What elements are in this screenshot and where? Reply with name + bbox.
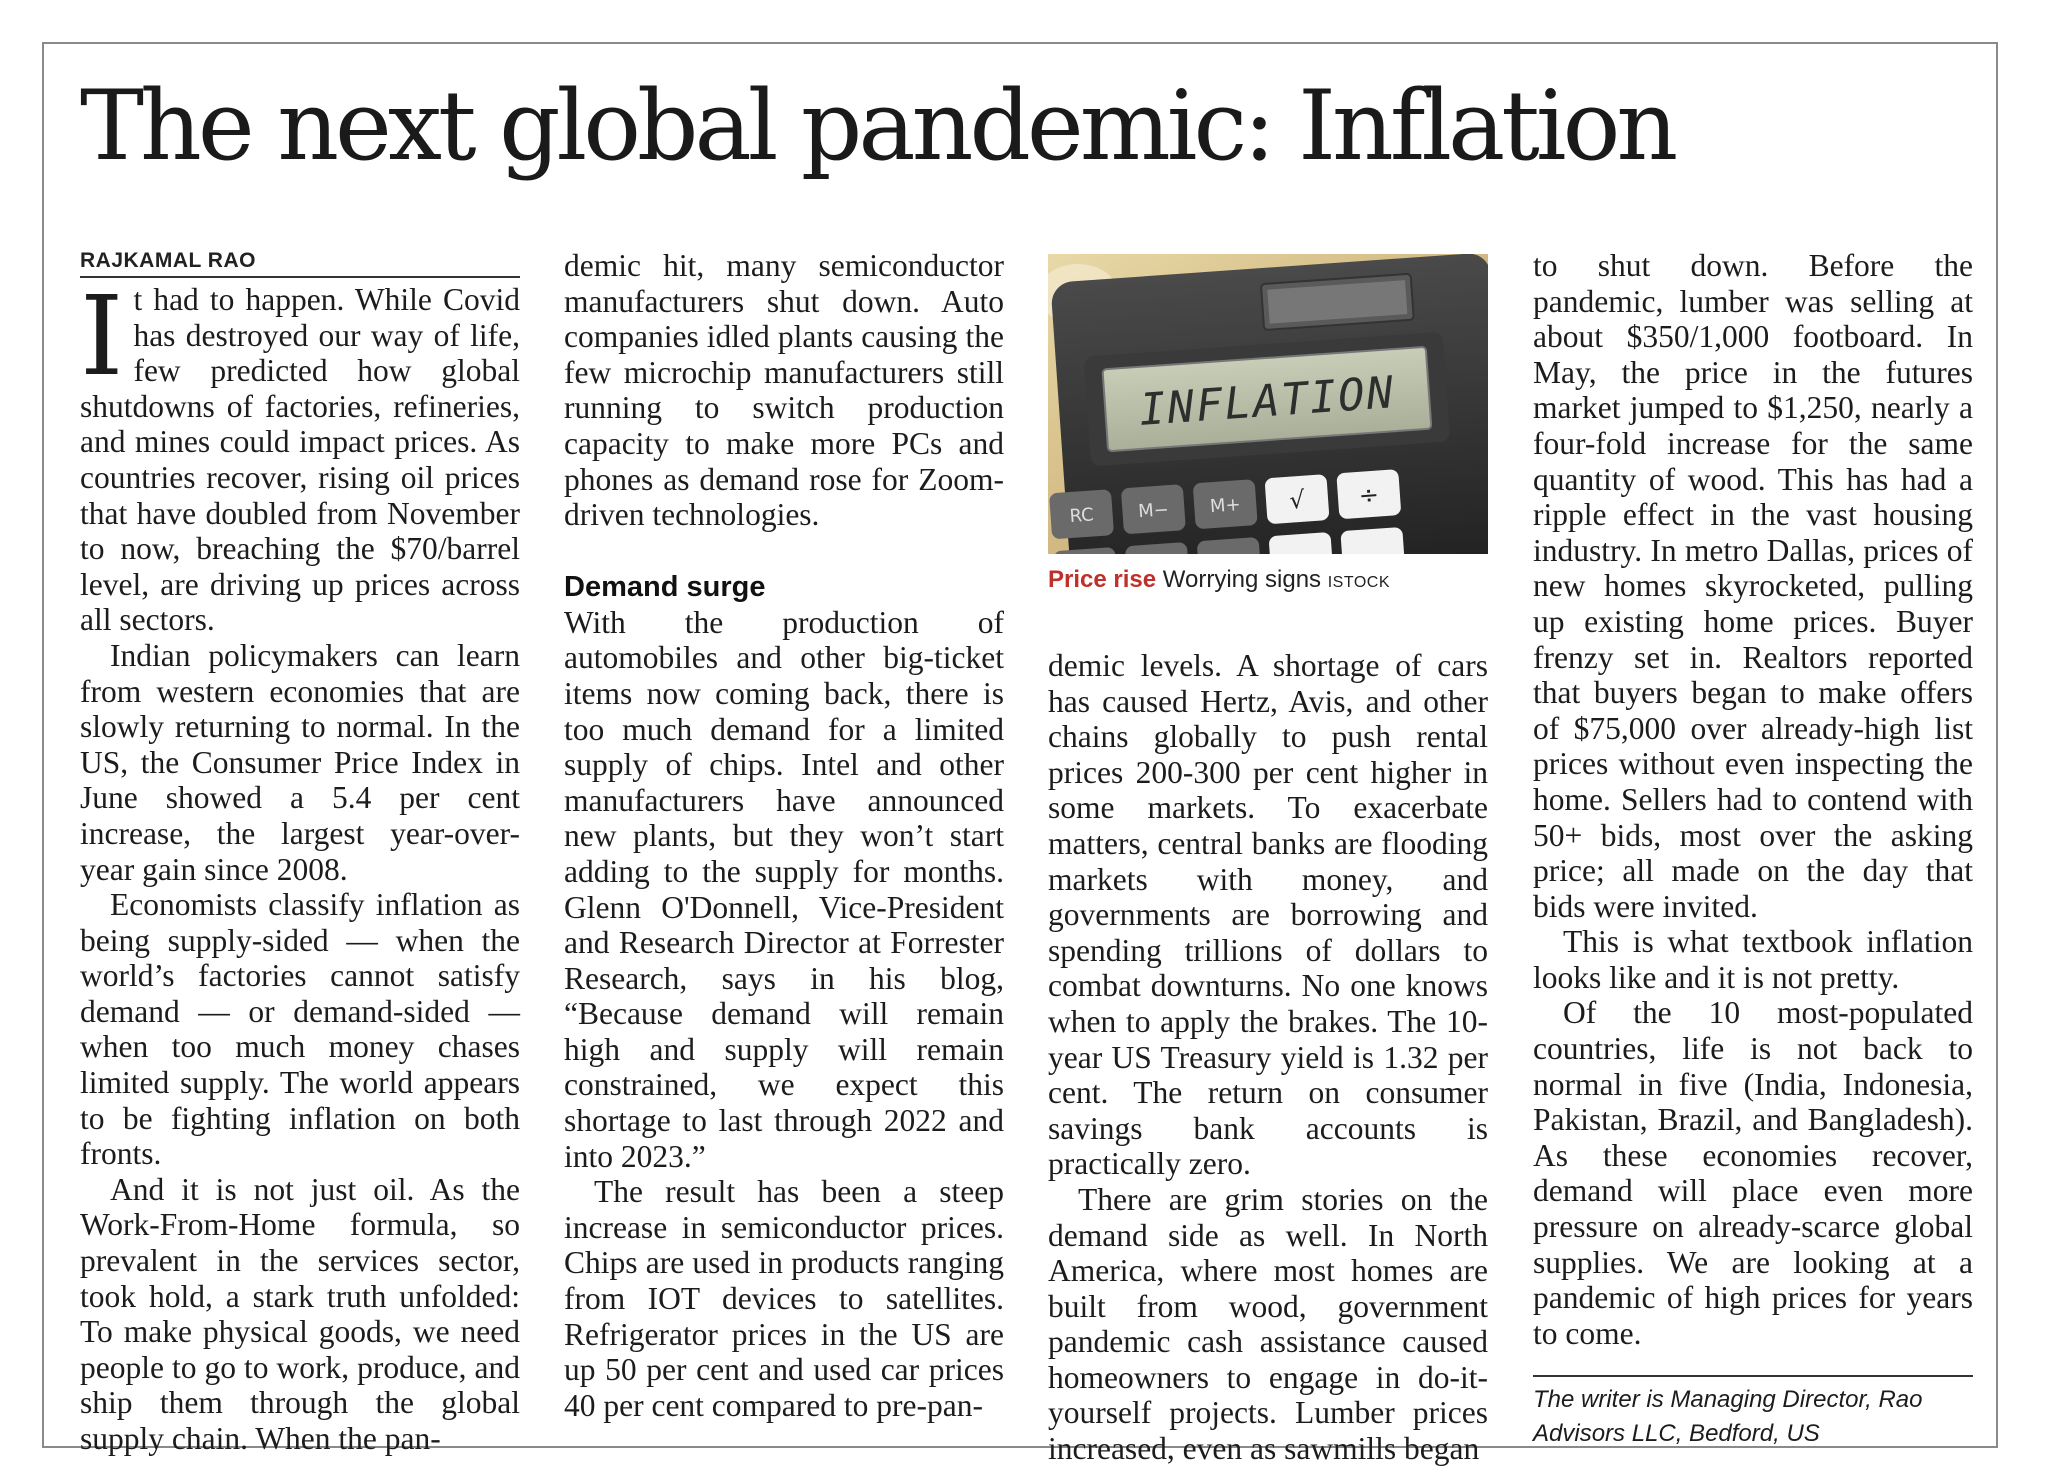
caption-credit: ISTOCK xyxy=(1327,574,1390,591)
paragraph: And it is not just oil. As the Work-From-Home formula, so prevalent in the services sector, took hold, a stark truth unfolded: To make physical goods, we need people to go to work, produce, and ship them through the global supply chain. When the pan- xyxy=(80,1171,520,1456)
column-2 xyxy=(564,248,1004,1423)
writer-note: The writer is Managing Director, Rao Advisors LLC, Bedford, US xyxy=(1533,1375,1973,1451)
paragraph: With the production of automobiles and other big-ticket items now coming back, there is too much demand for a limited supply of chips. Intel and other manufacturers have announced new plants, but they won’t start adding to the supply for months. Glenn O'Donnell, Vice-President and Research Director at Forrester Research, says in his blog, “Because demand will remain high and supply will remain constrained, we expect this shortage to last through 2022 and into 2023.” xyxy=(564,604,1004,1174)
paragraph xyxy=(80,272,520,638)
caption-text: Worrying signs xyxy=(1162,566,1322,593)
paragraph: The result has been a steep increase in semiconductor prices. Chips are used in products ranging from IOT devices to satellites. Refrigerator prices in the US are up 50 per cent and used car prices 40 per cent compared to pre-pan- xyxy=(564,1174,1004,1423)
paragraph-text: t had to happen. While Covid has destroyed our way of life, few predicted how global shutdowns of factories, refineries, and mines could impact prices. As countries recover, rising oil prices that have doubled from November to now, breaching the $70/barrel level, are driving up prices across all sectors. xyxy=(80,282,520,638)
subhead: Demand surge xyxy=(564,570,766,603)
drop-cap: I xyxy=(80,272,124,400)
paragraph: Of the 10 most-populated countries, life is not back to normal in five (India, Indonesia, Pakistan, Brazil, and Bangladesh). As these economies recover, demand will place even more pressure on already-scarce global supplies. We are looking at a pandemic of high prices for years to come. xyxy=(1533,995,1973,1351)
key-m-minus: M− xyxy=(1137,499,1170,523)
column-3 xyxy=(1048,648,1488,1467)
paragraph: demic levels. A shortage of cars has caused Hertz, Avis, and other chains globally to push rental prices 200-300 per cent higher in some markets. To exacerbate matters, central banks are flooding markets with money, and governments are borrowing and spending trillions of dollars to combat downturns. No one knows when to apply the brakes. The 10-year US Treasury yield is 1.32 per cent. The return on consumer savings bank accounts is practically zero. xyxy=(1048,648,1488,1182)
calculator-illustration xyxy=(1048,254,1488,554)
key-rc: RC xyxy=(1068,504,1095,528)
byline: RAJKAMAL RAO xyxy=(80,248,520,278)
calculator-display-text: INFLATION xyxy=(1137,367,1397,436)
key-divide: ÷ xyxy=(1357,480,1380,510)
paragraph: demic hit, many semiconductor manufacturers shut down. Auto companies idled plants causing the few microchip manufacturers still running to switch production capacity to make more PCs and phones as demand rose for Zoom-driven technologies. xyxy=(564,248,1004,533)
paragraph: Indian policymakers can learn from western economies that are slowly returning to normal. In the US, the Consumer Price Index in June showed a 5.4 per cent increase, the largest year-over-year gain since 2008. xyxy=(80,637,520,887)
column-1 xyxy=(80,248,520,1457)
key-sqrt: √ xyxy=(1288,485,1306,515)
photo-caption xyxy=(1048,566,1488,594)
article-frame xyxy=(42,42,1998,1467)
headline: The next global pandemic: Inflation xyxy=(80,70,1675,182)
calculator-photo xyxy=(1048,254,1488,554)
paragraph: to shut down. Before the pandemic, lumber was selling at about $350/1,000 footboard. In May, the price in the futures market jumped to $1,250, nearly a four-fold increase for the same quantity of wood. This has had a ripple effect in the vast housing industry. In metro Dallas, prices of new homes skyrocketed, pulling up existing home prices. Buyer frenzy set in. Realtors reported that buyers began to make offers of $75,000 over already-high list prices without even inspecting the home. Sellers had to contend with 50+ bids, most over the asking price; all made on the day that bids were invited. xyxy=(1533,248,1973,924)
paragraph: This is what textbook inflation looks like and it is not pretty. xyxy=(1533,924,1973,995)
paragraph: Economists classify inflation as being supply-sided — when the world’s factories cannot satisfy demand — or demand-sided — when too much money chases limited supply. The world appears to be fighting inflation on both fronts. xyxy=(80,887,520,1172)
column-4 xyxy=(1533,248,1973,1451)
caption-label: Price rise xyxy=(1048,566,1157,593)
key-m-plus: M+ xyxy=(1209,494,1242,518)
paragraph: There are grim stories on the demand side as well. In North America, where most homes are built from wood, government pandemic cash assistance caused homeowners to engage in do-it-yourself projects. Lumber prices increased, even as sawmills began xyxy=(1048,1181,1488,1467)
